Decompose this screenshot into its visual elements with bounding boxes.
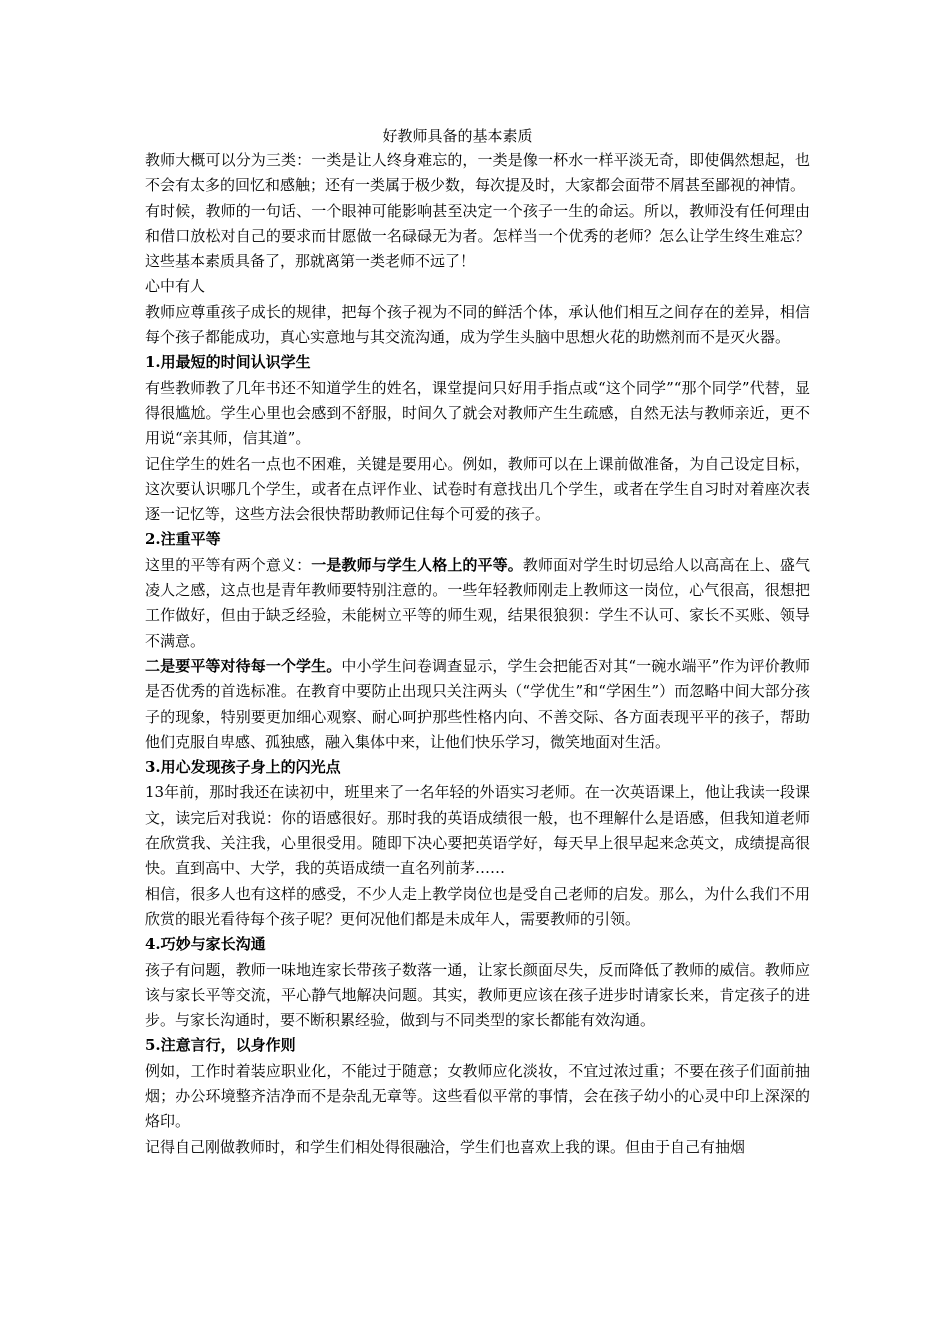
section-heading-heart: 心中有人	[145, 277, 206, 296]
document-title: 好教师具备的基本素质	[382, 127, 533, 145]
paragraph-story: 13年前，那时我还在读初中，班里来了一名年轻的外语实习老师。在一次英语课上，他让我读一段课文，读完后对我说：你的语感很好。那时我的英语成绩很一般，也不理解什么是语感，但我知道老师在欣赏我、关注我，心里很受用。随即下决心要把英语学好，每天早上很早起来念英文，成绩提高很快。直到高中、大学，我的英语成绩一直名列前茅……	[145, 783, 810, 878]
paragraph-names-2: 记住学生的姓名一点也不困难，关键是要用心。例如，教师可以在上课前做准备，为自己设定目标，这次要认识哪几个学生，或者在点评作业、试卷时有意找出几个学生，或者在学生自习时对着座次表逐一记忆等，这些方法会很快帮助教师记住每个可爱的孩子。	[145, 454, 810, 524]
equality-2-emphasis: 二是要平等对待每一个学生。	[145, 656, 342, 675]
equality-1-prefix: 这里的平等有两个意义：	[145, 555, 312, 574]
equality-2-rest: 中小学生问卷调查显示，学生会把能否对其“一碗水端平”作为评价教师是否优秀的首选标准。在教育中要防止出现只关注两头（“学优生”和“学困生”）而忽略中间大部分孩子的现象，特别要更加细心观察、耐心呵护那些性格内向、不善交际、各方面表现平平的孩子，帮助他们克服自卑感、孤独感，融入集体中来，让他们快乐学习，微笑地面对生活。	[145, 656, 810, 751]
heading-3: 3.用心发现孩子身上的闪光点	[145, 758, 341, 777]
intro-paragraph-1: 教师大概可以分为三类：一类是让人终身难忘的，一类是像一杯水一样平淡无奇，即使偶然想起，也不会有太多的回忆和感触；还有一类属于极少数，每次提及时，大家都会面带不屑甚至鄙视的神情。	[145, 151, 810, 195]
equality-1-rest: 教师面对学生时切忌给人以高高在上、盛气凌人之感，这点也是青年教师要特别注意的。一些年轻教师刚走上教师这一岗位，心气很高，很想把工作做好，但由于缺乏经验，未能树立平等的师生观，结果很狼狈：学生不认可、家长不买账、领导不满意。	[145, 555, 810, 650]
heading-5: 5.注意言行，以身作则	[145, 1036, 296, 1055]
paragraph-equality-2	[145, 654, 810, 755]
paragraph-names-1: 有些教师教了几年书还不知道学生的姓名，课堂提问只好用手指点或“这个同学”“那个同学”代替，显得很尴尬。学生心里也会感到不舒服，时间久了就会对教师产生生疏感，自然无法与教师亲近，更不用说“亲其师，信其道”。	[145, 378, 810, 448]
paragraph-reflection: 相信，很多人也有这样的感受，不少人走上教学岗位也是受自己老师的启发。那么，为什么我们不用欣赏的眼光看待每个孩子呢？更何况他们都是未成年人，需要教师的引领。	[145, 884, 810, 928]
paragraph-equality-1	[145, 553, 810, 654]
intro-paragraph-2: 有时候，教师的一句话、一个眼神可能影响甚至决定一个孩子一生的命运。所以，教师没有任何理由和借口放松对自己的要求而甘愿做一名碌碌无为者。怎样当一个优秀的老师？怎么让学生终生难忘？这些基本素质具备了，那就离第一类老师不远了！	[145, 201, 810, 271]
paragraph-parents: 孩子有问题，教师一味地连家长带孩子数落一通，让家长颜面尽失，反而降低了教师的威信。教师应该与家长平等交流，平心静气地解决问题。其实，教师更应该在孩子进步时请家长来，肯定孩子的进步。与家长沟通时，要不断积累经验，做到与不同类型的家长都能有效沟通。	[145, 960, 810, 1030]
paragraph-memory: 记得自己刚做教师时，和学生们相处得很融洽，学生们也喜欢上我的课。但由于自己有抽烟	[145, 1137, 746, 1156]
heading-2: 2.注重平等	[145, 530, 221, 549]
equality-1-emphasis: 一是教师与学生人格上的平等。	[311, 555, 523, 574]
heading-1: 1.用最短的时间认识学生	[145, 353, 311, 372]
document-page	[145, 124, 810, 1160]
paragraph-conduct: 例如，工作时着装应职业化，不能过于随意；女教师应化淡妆，不宜过浓过重；不要在孩子们面前抽烟；办公环境整齐洁净而不是杂乱无章等。这些看似平常的事情，会在孩子幼小的心灵中印上深深的烙印。	[145, 1061, 810, 1131]
heading-4: 4.巧妙与家长沟通	[145, 935, 266, 954]
paragraph-respect: 教师应尊重孩子成长的规律，把每个孩子视为不同的鲜活个体，承认他们相互之间存在的差异，相信每个孩子都能成功，真心实意地与其交流沟通，成为学生头脑中思想火花的助燃剂而不是灭火器。	[145, 302, 810, 347]
